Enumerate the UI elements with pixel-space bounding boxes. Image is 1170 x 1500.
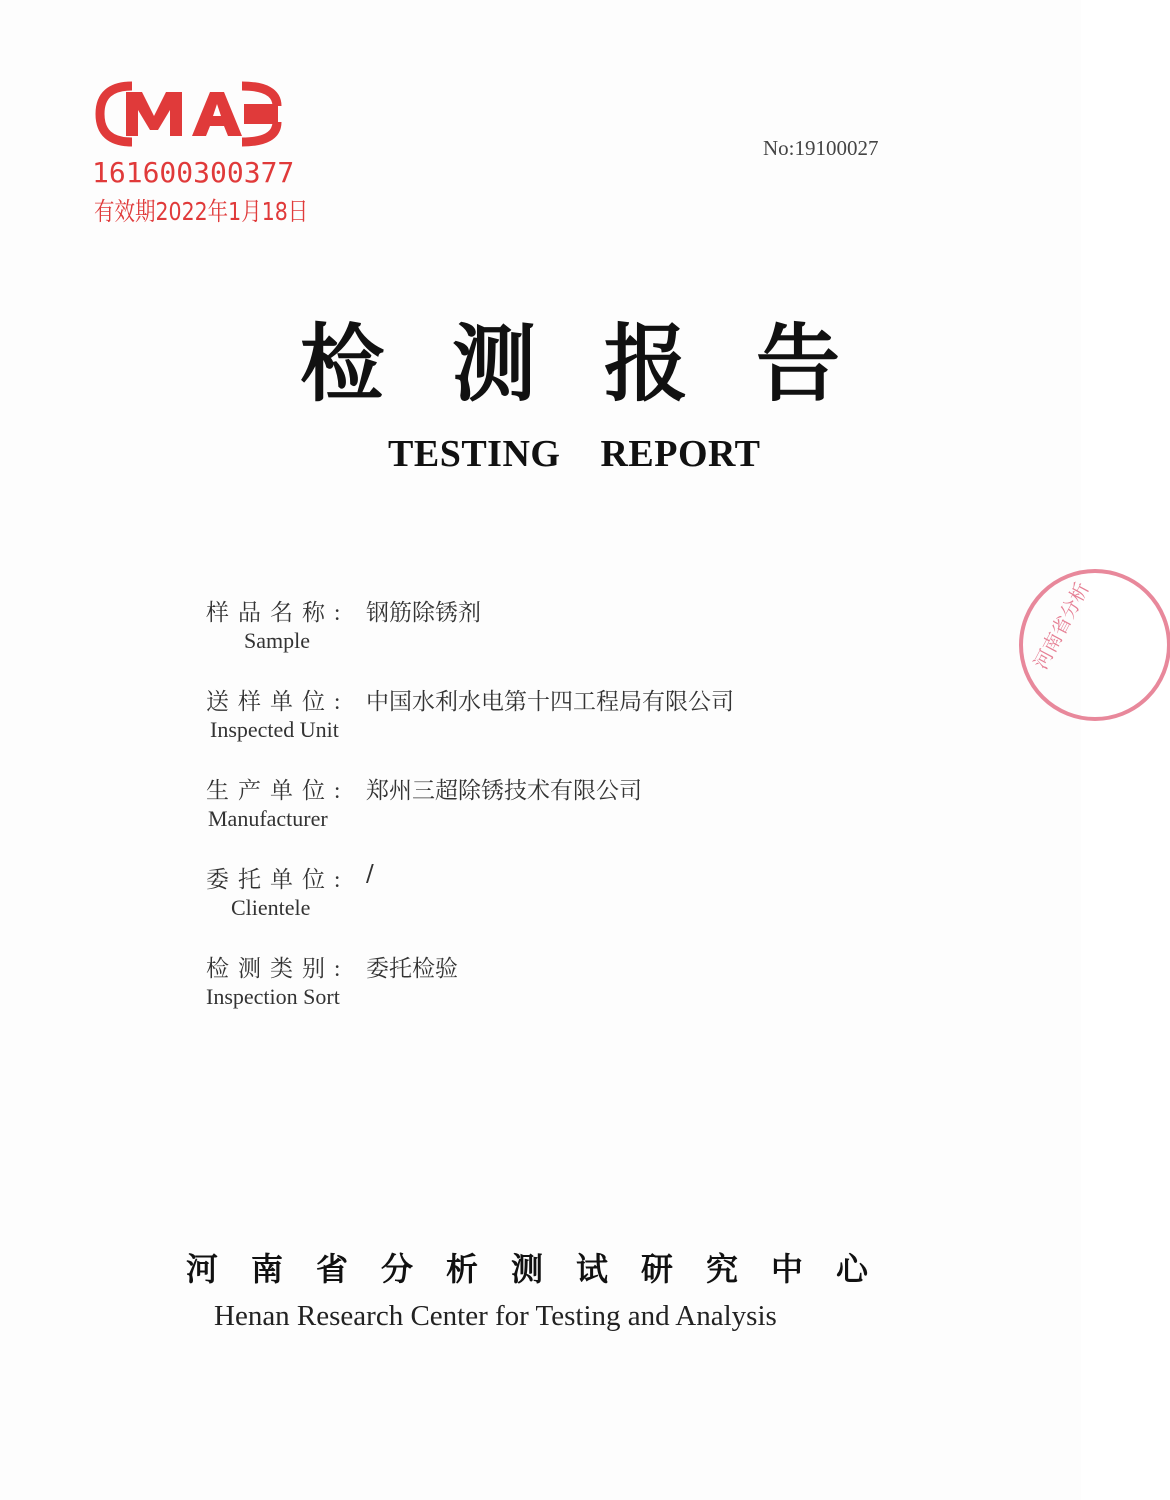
- title-english: TESTING REPORT: [388, 433, 761, 475]
- field-value: /: [366, 861, 374, 887]
- field-label-english: Manufacturer: [208, 806, 328, 831]
- field-clientele: 委托单位: / Clientele: [206, 861, 374, 920]
- field-label-english: Inspected Unit: [210, 717, 339, 742]
- organization-chinese: 河南省分析测试研究中心: [186, 1250, 902, 1288]
- organization-english: Henan Research Center for Testing and Analysis: [214, 1300, 777, 1332]
- field-inspected-unit: 送样单位: 中国水利水电第十四工程局有限公司 Inspected Unit: [206, 683, 906, 772]
- field-label: 送样单位: [206, 689, 334, 715]
- field-label-english: Inspection Sort: [206, 984, 340, 1009]
- cma-stamp: [92, 78, 309, 228]
- field-label-english: Clientele: [231, 895, 311, 920]
- field-value: 中国水利水电第十四工程局有限公司: [366, 689, 734, 715]
- field-label: 生产单位: [206, 778, 334, 804]
- seal-text: 河南省分析: [1029, 578, 1094, 674]
- cma-certificate-number: 161600300377: [92, 156, 295, 189]
- field-label: 委托单位: [206, 867, 334, 893]
- official-seal-partial: [1010, 560, 1094, 730]
- field-label: 检测类别: [206, 956, 334, 982]
- field-inspection-sort: 检测类别: 委托检验 Inspection Sort: [206, 950, 906, 1039]
- field-value: 委托检验: [366, 956, 458, 982]
- cma-validity-date: 有效期2022年1月18日: [94, 197, 309, 226]
- field-value: 钢筋除锈剂: [366, 600, 481, 626]
- seal-icon: [1010, 560, 1170, 730]
- field-sample: 样品名称: 钢筋除锈剂 Sample: [206, 594, 906, 683]
- field-manufacturer: 生产单位: 郑州三超除锈技术有限公司 Manufacturer: [206, 772, 906, 861]
- field-label: 样品名称: [206, 600, 334, 626]
- field-value: 郑州三超除锈技术有限公司: [366, 778, 642, 804]
- title-chinese: 检测报告: [300, 315, 909, 413]
- field-label-english: Sample: [244, 628, 310, 653]
- report-fields: [206, 594, 906, 1039]
- report-number: No:19100027: [763, 136, 879, 160]
- cma-logo-icon: [92, 78, 287, 150]
